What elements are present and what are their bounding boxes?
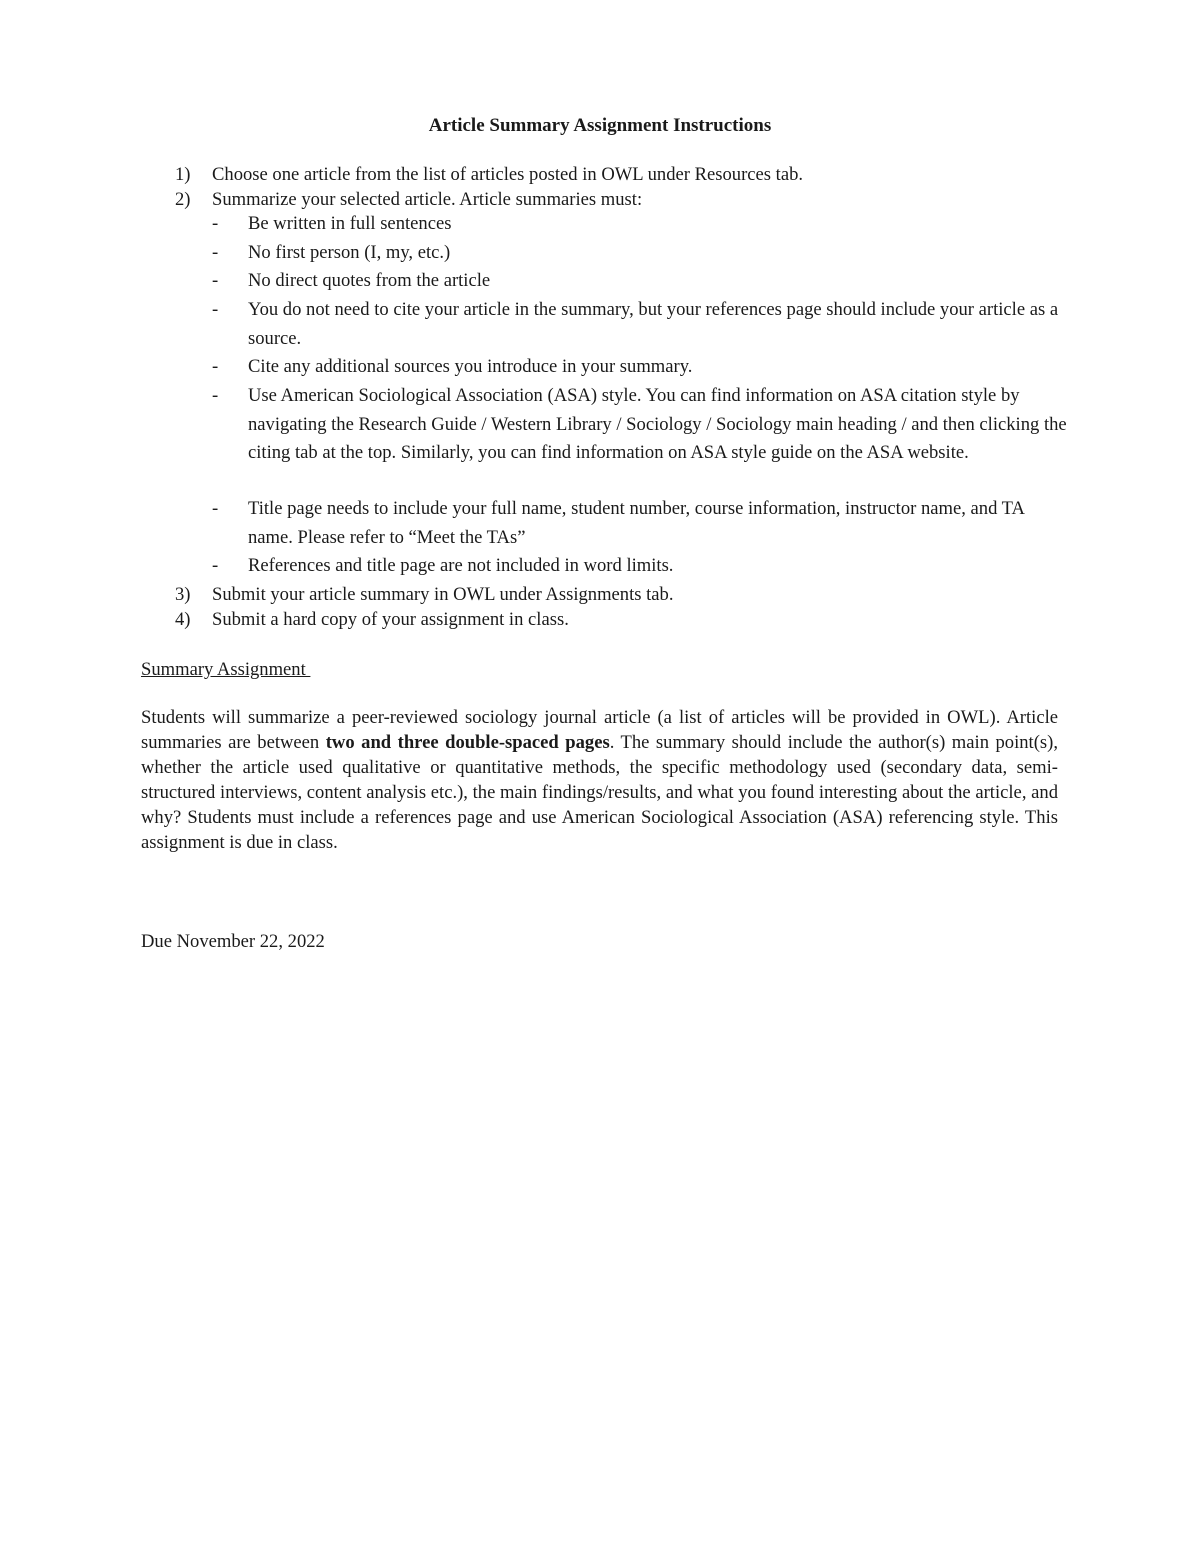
- list-item-step-4: [175, 606, 1075, 634]
- step-number: 3): [175, 584, 191, 605]
- bullet-dash: -: [212, 385, 219, 406]
- step-text: Submit your article summary in OWL under Assignments tab.: [212, 584, 674, 605]
- paragraph-bold-text: two and three double-spaced pages: [325, 732, 610, 753]
- step-number: 4): [175, 609, 191, 630]
- summary-paragraph: [141, 705, 1058, 855]
- list-item-bullet: [212, 382, 1072, 468]
- step-number: 2): [175, 189, 191, 210]
- list-item-step-1: [175, 161, 1075, 189]
- list-item-step-3: [175, 581, 1075, 609]
- bullet-dash: -: [212, 356, 219, 377]
- list-item-bullet: [212, 296, 1072, 353]
- list-item-bullet: [212, 353, 1072, 382]
- step-text: Summarize your selected article. Article summaries must:: [212, 189, 643, 210]
- document-title: Article Summary Assignment Instructions: [428, 115, 772, 136]
- step-text: Choose one article from the list of articles posted in OWL under Resources tab.: [212, 164, 804, 185]
- step-number: 1): [175, 164, 191, 185]
- bullet-text: Title page needs to include your full name, student number, course information, instructor name, and TA name. Please refer to “Meet the TAs”: [248, 498, 1024, 548]
- list-item-bullet: [212, 239, 1072, 268]
- bullet-dash: -: [212, 299, 219, 320]
- list-item-bullet: [212, 552, 1072, 581]
- bullet-dash: -: [212, 498, 219, 519]
- step-text: Submit a hard copy of your assignment in class.: [212, 609, 569, 630]
- bullet-text: References and title page are not included in word limits.: [248, 555, 674, 576]
- bullet-text: No first person (I, my, etc.): [248, 242, 451, 263]
- list-item-bullet: [212, 210, 1072, 239]
- bullet-text: Cite any additional sources you introduce in your summary.: [248, 356, 693, 377]
- paragraph-text: Students will summarize a peer-reviewed sociology journal article (a list of articles will be provided in OWL). Article summaries are between: [141, 707, 1058, 753]
- list-item-bullet: [212, 495, 1072, 552]
- bullet-text: No direct quotes from the article: [248, 270, 491, 291]
- bullet-dash: -: [212, 270, 219, 291]
- paragraph-text: . The summary should include the author(s) main point(s), whether the article used qualitative or quantitative methods, the specific methodology used (secondary data, semi-structured interviews, content analysis etc.), the main findings/results, and what you found interesting about the article, and why? Students must include a references page and use American Sociological Association (ASA) referencing style. This assignment is due in class.: [141, 732, 1058, 853]
- bullet-dash: -: [212, 555, 219, 576]
- section-heading: Summary Assignment: [141, 659, 311, 680]
- bullet-text: Use American Sociological Association (ASA) style. You can find information on ASA citation style by navigating the Research Guide / Western Library / Sociology / Sociology main heading / and then clicking the citing tab at the top. Similarly, you can find information on ASA style guide on the ASA website.: [248, 385, 1067, 463]
- bullet-text: Be written in full sentences: [248, 213, 452, 234]
- bullet-text: You do not need to cite your article in the summary, but your references page should include your article as a source.: [248, 299, 1059, 349]
- bullet-dash: -: [212, 213, 219, 234]
- due-date: Due November 22, 2022: [141, 931, 325, 952]
- list-item-bullet: [212, 267, 1072, 296]
- bullet-dash: -: [212, 242, 219, 263]
